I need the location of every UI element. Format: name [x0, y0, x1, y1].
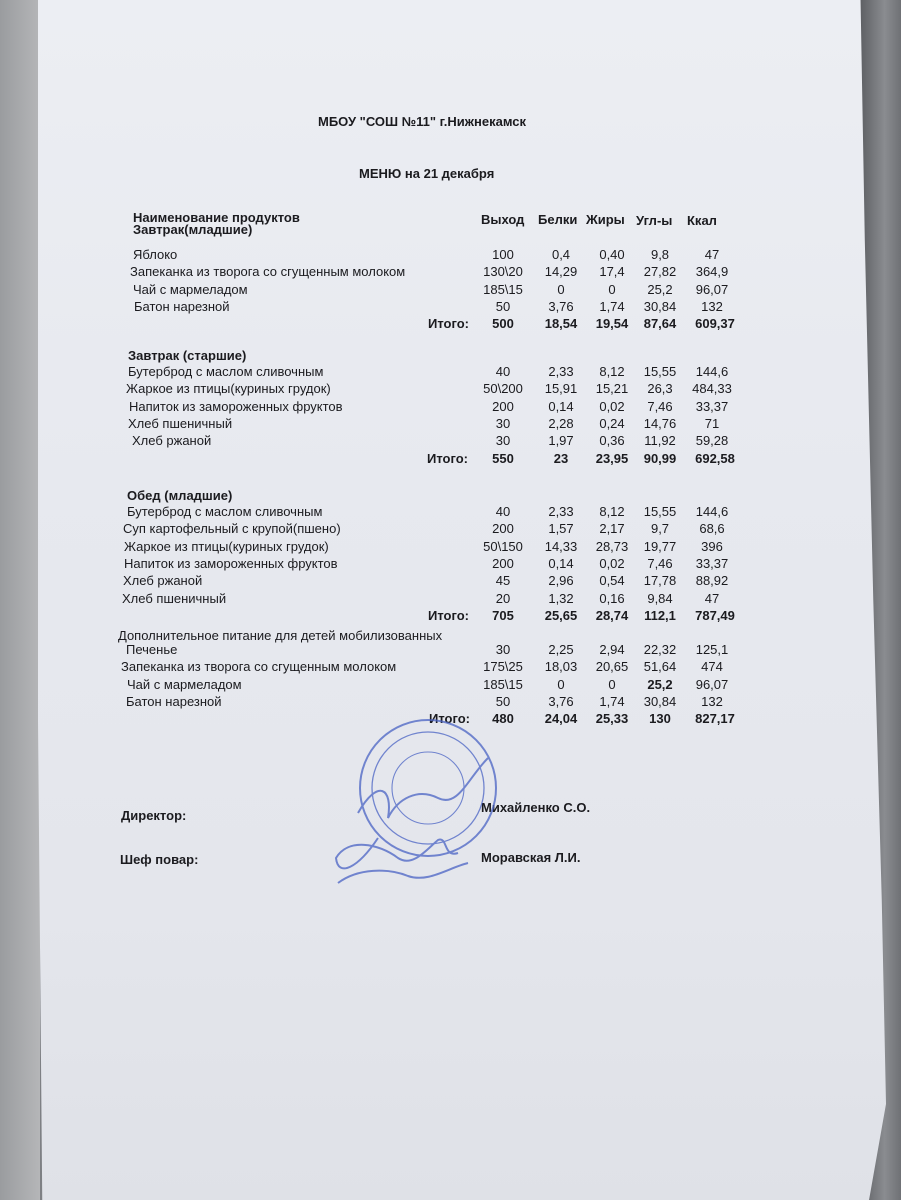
cell-belki: 3,76: [548, 693, 574, 709]
cell-zhiry: 0,40: [599, 247, 625, 262]
cell-ugl: 9,8: [650, 247, 670, 262]
cell-belki: 15,91: [544, 381, 578, 397]
cell-vyhod: 175\25: [483, 659, 523, 675]
cell-ugl: 9,84: [647, 590, 673, 606]
table-row: [0, 677, 901, 693]
cell-ugl: 30,84: [643, 298, 677, 314]
cell-kcal: 364,9: [695, 264, 729, 280]
cell-zhiry: 0,02: [599, 398, 625, 414]
total-zhiry: 28,74: [595, 607, 629, 623]
cell-belki: 0: [557, 281, 565, 297]
director-label: Директор:: [121, 808, 187, 823]
table-row: [0, 539, 901, 555]
item-name: Чай с мармеладом: [127, 676, 242, 692]
cell-ugl: 30,84: [643, 693, 677, 709]
cell-belki: 3,76: [548, 298, 574, 314]
cell-vyhod: 50: [495, 298, 511, 314]
cell-zhiry: 0,02: [599, 555, 625, 571]
table-row: [0, 364, 901, 380]
cell-zhiry: 0,16: [599, 590, 625, 606]
total-kcal: 787,49: [695, 607, 735, 623]
table-row: [0, 381, 901, 397]
cell-ugl: 7,46: [647, 398, 673, 414]
cell-belki: 2,28: [548, 415, 574, 431]
column-ugl-header: Угл-ы: [636, 213, 673, 228]
total-belki: 23: [553, 450, 569, 466]
chef-name: Моравская Л.И.: [481, 850, 581, 865]
cell-belki: 0,14: [548, 398, 574, 414]
column-belki-header: Белки: [538, 212, 578, 227]
cell-zhiry: 8,12: [599, 504, 625, 519]
cell-kcal: 59,28: [695, 433, 729, 449]
total-zhiry: 23,95: [595, 450, 629, 466]
total-vyhod: 550: [492, 450, 514, 466]
cell-kcal: 33,37: [695, 398, 729, 414]
cell-vyhod: 185\15: [483, 676, 523, 692]
cell-ugl: 19,77: [643, 538, 677, 554]
item-name: Напиток из замороженных фруктов: [124, 555, 338, 571]
cell-ugl: 51,64: [643, 659, 677, 675]
cell-vyhod: 30: [495, 642, 511, 657]
item-name: Чай с мармеладом: [133, 281, 248, 297]
total-belki: 18,54: [544, 316, 578, 332]
table-row: [0, 694, 901, 710]
cell-kcal: 484,33: [692, 381, 732, 397]
cell-kcal: 125,1: [695, 642, 729, 657]
table-row: [0, 282, 901, 298]
cell-kcal: 71: [704, 415, 720, 431]
cell-ugl: 11,92: [644, 433, 676, 449]
menu-date-title: МЕНЮ на 21 декабря: [359, 166, 495, 181]
table-row: [0, 399, 901, 415]
cell-zhiry: 0: [608, 281, 616, 297]
cell-belki: 0,4: [551, 247, 571, 262]
section-title: Дополнительное питание для детей мобилизованных: [118, 628, 443, 643]
item-name: Суп картофельный с крупой(пшено): [123, 521, 341, 537]
official-seal-icon: [318, 718, 508, 908]
column-kcal-header: Ккал: [687, 213, 717, 228]
cell-zhiry: 0,36: [599, 433, 625, 449]
item-name: Запеканка из творога со сгущенным молоком: [130, 264, 406, 280]
total-kcal: 609,37: [695, 316, 735, 332]
cell-belki: 2,33: [548, 504, 574, 519]
cell-belki: 14,33: [544, 538, 578, 554]
item-name: Хлеб ржаной: [123, 573, 203, 589]
cell-zhiry: 8,12: [599, 364, 625, 379]
total-zhiry: 25,33: [595, 711, 629, 727]
table-row: [0, 299, 901, 315]
total-kcal: 692,58: [695, 450, 735, 466]
cell-vyhod: 20: [495, 590, 511, 606]
total-ugl: 90,99: [643, 450, 677, 466]
cell-belki: 1,57: [548, 521, 574, 537]
cell-vyhod: 130\20: [483, 264, 523, 280]
item-name: Жаркое из птицы(куриных грудок): [124, 538, 329, 554]
cell-belki: 0,14: [548, 555, 574, 571]
cell-vyhod: 30: [495, 433, 511, 449]
cell-kcal: 144,6: [695, 504, 729, 519]
cell-vyhod: 100: [492, 247, 514, 262]
cell-kcal: 144,6: [695, 364, 729, 379]
table-row: [0, 556, 901, 572]
cell-zhiry: 0: [608, 676, 616, 692]
item-name: Напиток из замороженных фруктов: [129, 398, 343, 414]
cell-vyhod: 200: [492, 555, 514, 571]
table-row: [0, 504, 901, 520]
cell-kcal: 47: [704, 590, 720, 606]
total-vyhod: 705: [492, 607, 514, 623]
cell-vyhod: 30: [495, 415, 511, 431]
cell-belki: 1,32: [548, 590, 574, 606]
total-kcal: 827,17: [695, 711, 735, 727]
item-name: Батон нарезной: [126, 693, 222, 709]
table-row: [0, 659, 901, 675]
item-name: Бутерброд с маслом сливочным: [128, 364, 324, 379]
table-row: [0, 247, 901, 263]
chef-label: Шеф повар:: [120, 852, 199, 867]
cell-kcal: 33,37: [695, 555, 729, 571]
cell-vyhod: 50\200: [483, 381, 523, 397]
table-row: [0, 573, 901, 589]
cell-zhiry: 28,73: [595, 538, 629, 554]
table-row: [0, 521, 901, 537]
table-row: [0, 433, 901, 449]
column-zhiry-header: Жиры: [586, 212, 625, 227]
total-label: Итого:: [429, 711, 470, 727]
cell-kcal: 88,92: [695, 573, 729, 589]
item-name: Хлеб ржаной: [132, 433, 212, 449]
item-name: Жаркое из птицы(куриных грудок): [126, 381, 331, 397]
table-row: [0, 642, 901, 658]
cell-ugl: 7,46: [647, 555, 673, 571]
item-name: Печенье: [126, 642, 178, 657]
item-name: Яблоко: [133, 247, 178, 262]
total-label: Итого:: [427, 450, 468, 466]
cell-zhiry: 1,74: [599, 693, 625, 709]
item-name: Хлеб пшеничный: [128, 415, 233, 431]
cell-vyhod: 200: [492, 521, 514, 537]
cell-ugl: 22,32: [643, 642, 677, 657]
total-row: [0, 608, 901, 624]
total-vyhod: 500: [492, 316, 514, 332]
total-label: Итого:: [428, 316, 469, 332]
cell-belki: 2,25: [548, 642, 574, 657]
item-name: Батон нарезной: [134, 298, 230, 314]
cell-belki: 2,33: [548, 364, 574, 379]
total-ugl: 112,1: [644, 607, 676, 623]
cell-vyhod: 45: [495, 573, 511, 589]
cell-kcal: 474: [701, 659, 723, 675]
cell-kcal: 132: [701, 298, 723, 314]
cell-ugl: 25,2: [647, 676, 673, 692]
cell-ugl: 9,7: [650, 521, 670, 537]
total-zhiry: 19,54: [595, 316, 629, 332]
cell-zhiry: 1,74: [599, 298, 625, 314]
cell-belki: 18,03: [544, 659, 578, 675]
cell-kcal: 96,07: [695, 281, 729, 297]
section-title: Обед (младшие): [127, 488, 233, 503]
cell-zhiry: 15,21: [595, 381, 629, 397]
total-row: [0, 316, 901, 332]
section-title: Завтрак(младшие): [133, 222, 253, 237]
total-vyhod: 480: [492, 711, 514, 727]
cell-belki: 14,29: [544, 264, 578, 280]
total-label: Итого:: [428, 607, 469, 623]
cell-zhiry: 0,24: [599, 415, 625, 431]
cell-vyhod: 40: [495, 364, 511, 379]
cell-zhiry: 2,94: [599, 642, 625, 657]
cell-kcal: 68,6: [699, 521, 725, 537]
cell-vyhod: 50: [495, 693, 511, 709]
director-name: Михайленко С.О.: [481, 800, 591, 815]
cell-ugl: 26,3: [647, 381, 673, 397]
item-name: Запеканка из творога со сгущенным молоком: [121, 659, 397, 675]
total-belki: 24,04: [544, 711, 578, 727]
cell-ugl: 27,82: [643, 264, 677, 280]
cell-zhiry: 2,17: [599, 521, 625, 537]
cell-belki: 1,97: [548, 433, 574, 449]
item-name: Хлеб пшеничный: [122, 590, 227, 606]
school-title: МБОУ "СОШ №11" г.Нижнекамск: [318, 114, 527, 129]
cell-vyhod: 200: [492, 398, 514, 414]
column-name-header: Наименование продуктов: [133, 210, 300, 225]
cell-zhiry: 20,65: [595, 659, 629, 675]
table-row: [0, 264, 901, 280]
total-ugl: 87,64: [643, 316, 677, 332]
cell-vyhod: 40: [495, 504, 511, 519]
cell-belki: 2,96: [548, 573, 574, 589]
item-name: Бутерброд с маслом сливочным: [127, 504, 323, 519]
cell-zhiry: 17,4: [599, 264, 625, 280]
cell-ugl: 17,78: [643, 573, 677, 589]
total-belki: 25,65: [544, 607, 578, 623]
cell-ugl: 15,55: [643, 364, 677, 379]
cell-kcal: 132: [701, 693, 723, 709]
cell-kcal: 396: [701, 538, 723, 554]
column-vyhod-header: Выход: [481, 212, 525, 227]
cell-zhiry: 0,54: [599, 573, 625, 589]
cell-kcal: 96,07: [695, 676, 729, 692]
total-row: [0, 451, 901, 467]
total-ugl: 130: [649, 711, 671, 727]
cell-ugl: 15,55: [643, 504, 677, 519]
table-row: [0, 416, 901, 432]
cell-vyhod: 185\15: [483, 281, 523, 297]
cell-ugl: 25,2: [647, 281, 673, 297]
section-title: Завтрак (старшие): [128, 348, 247, 363]
cell-ugl: 14,76: [643, 415, 677, 431]
cell-belki: 0: [557, 676, 565, 692]
cell-kcal: 47: [704, 247, 720, 262]
cell-vyhod: 50\150: [483, 538, 523, 554]
table-row: [0, 591, 901, 607]
